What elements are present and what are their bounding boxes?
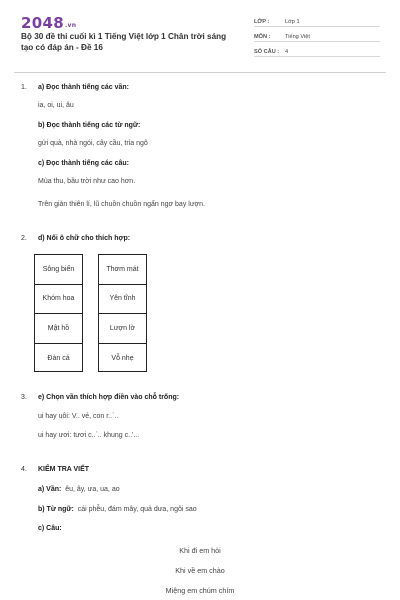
meta-value-subject: Tiếng Việt xyxy=(285,33,310,40)
right-column xyxy=(98,254,147,372)
q1-a-text: ia, oi, ui, âu xyxy=(38,102,74,109)
q3-title: e) Chọn vần thích hợp điền vào chỗ trống: xyxy=(38,394,180,401)
question-4 xyxy=(21,466,381,536)
q1-b-text: gửi quà, nhà ngói, cây cầu, trỉa ngô xyxy=(38,140,148,147)
question-1 xyxy=(21,84,381,214)
meta-row-count xyxy=(254,43,380,57)
q1-b-title: b) Đọc thành tiếng các từ ngữ: xyxy=(38,122,141,129)
left-cell[interactable]: Đàn cá xyxy=(47,354,70,362)
q1-c-line1: Mùa thu, bầu trời như cao hơn. xyxy=(38,178,136,185)
meta-value-class: Lớp 1 xyxy=(285,18,300,25)
right-cell[interactable]: Vỗ nhẹ xyxy=(111,354,134,362)
q3-line2: ui hay ươi: tươi c..`.. khung c..'... xyxy=(38,432,140,439)
meta-value-count: 4 xyxy=(285,48,289,55)
q4-a-row xyxy=(38,486,120,493)
question-number: 3. xyxy=(21,394,27,401)
q4-a-text: êu, ây, ưa, ua, ao xyxy=(65,486,120,493)
left-cell[interactable]: Sông biển xyxy=(35,255,82,285)
poem-line: Miệng em chúm chím xyxy=(165,586,235,595)
header xyxy=(0,0,400,70)
q4-b-row xyxy=(38,506,197,513)
q3-line1: ui hay uôi: V.. vẻ, con r..`.. xyxy=(38,413,119,420)
q4-b-text: cái phễu, đám mây, quả dưa, ngôi sao xyxy=(77,506,197,513)
q4-title: KIỂM TRA VIẾT xyxy=(38,466,90,473)
q1-a-title: a) Đọc thành tiếng các vần: xyxy=(38,84,130,91)
left-column xyxy=(34,254,83,372)
q4-c-label: c) Câu: xyxy=(38,525,62,532)
site-logo[interactable] xyxy=(21,14,76,32)
meta-row-class xyxy=(254,13,380,27)
question-number: 2. xyxy=(21,235,27,242)
question-number: 4. xyxy=(21,466,27,473)
q1-c-line2: Trên giàn thiên lí, lũ chuồn chuồn ngẩn ngơ bay lượn. xyxy=(38,201,205,208)
poem-line: Khi đi em hỏi xyxy=(179,546,221,555)
q2-title: d) Nối ô chữ cho thích hợp: xyxy=(38,235,131,242)
meta-table xyxy=(254,13,380,58)
document-title: Bộ 30 đề thi cuối kì 1 Tiếng Việt lớp 1 Chân trời sáng tạo có đáp án - Đề 16 xyxy=(21,32,227,52)
q4-a-label: a) Vần: xyxy=(38,486,62,493)
question-number: 1. xyxy=(21,84,27,91)
q4-b-label: b) Từ ngữ: xyxy=(38,506,74,513)
meta-row-subject xyxy=(254,28,380,42)
logo-text: 2048 xyxy=(21,14,64,32)
right-cell[interactable]: Lượn lờ xyxy=(99,314,146,344)
meta-label-count: SỐ CÂU : xyxy=(254,48,280,55)
right-cell[interactable]: Thơm mát xyxy=(99,255,146,285)
poem-line: Khi về em chào xyxy=(175,566,225,575)
logo-tld: .vn xyxy=(64,22,77,29)
q1-c-title: c) Đọc thành tiếng các câu: xyxy=(38,160,130,167)
right-cell[interactable]: Yên tĩnh xyxy=(99,285,146,315)
left-cell[interactable]: Mật hồ xyxy=(35,314,82,344)
matching-table xyxy=(16,254,146,374)
meta-label-class: LỚP : xyxy=(254,18,270,25)
meta-label-subject: MÔN : xyxy=(254,33,271,40)
left-cell[interactable]: Khóm hoa xyxy=(35,285,82,315)
header-divider xyxy=(14,72,386,73)
question-3 xyxy=(21,394,381,454)
